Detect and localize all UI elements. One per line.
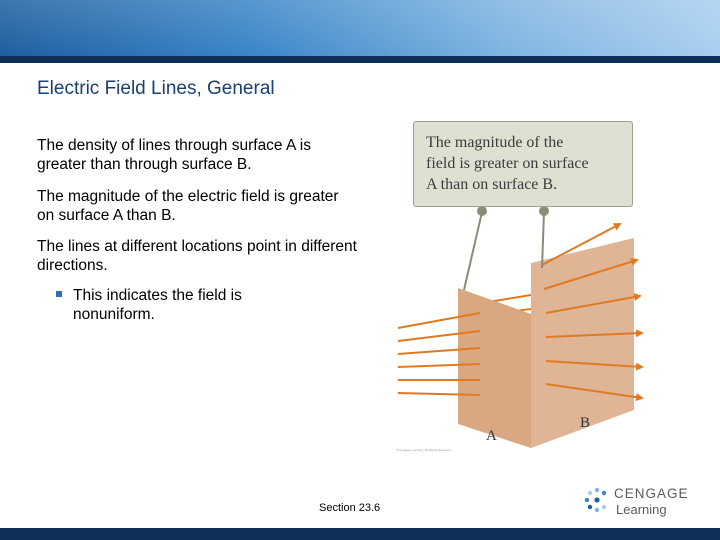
bullet-text: This indicates the field is nonuniform. xyxy=(73,287,242,323)
callout-box xyxy=(413,121,633,207)
cengage-logo xyxy=(584,484,714,520)
logo-brand: CENGAGE xyxy=(614,486,689,501)
header-sheen xyxy=(0,0,720,56)
callout-line: A than on surface B. xyxy=(426,176,558,193)
callout-line: field is greater on surface xyxy=(426,155,589,172)
paragraph-field-magnitude: The magnitude of the electric field is greater on surface A than B. xyxy=(37,188,339,224)
bullet-square-icon xyxy=(56,291,62,297)
paragraph-directions: The lines at different locations point in different directions. xyxy=(37,238,357,274)
copyright-notice: ©Cengage Learning. All Rights Reserved. xyxy=(396,448,452,452)
logo-sub: Learning xyxy=(616,502,667,517)
section-footer: Section 23.6 xyxy=(319,502,381,514)
footer-rule xyxy=(0,528,720,540)
slide-title: Electric Field Lines, General xyxy=(37,78,275,99)
surface-a-label: A xyxy=(486,428,497,444)
header-banner xyxy=(0,0,720,56)
surface-b-label: B xyxy=(580,415,591,431)
bullet-item xyxy=(56,286,316,324)
paragraph-line-density: The density of lines through surface A is greater than through surface B. xyxy=(37,137,311,173)
callout-line: The magnitude of the xyxy=(426,134,564,151)
surface-a xyxy=(458,288,531,448)
callout-text xyxy=(426,132,589,195)
header-rule xyxy=(0,56,720,63)
cengage-dots-icon xyxy=(584,487,610,513)
